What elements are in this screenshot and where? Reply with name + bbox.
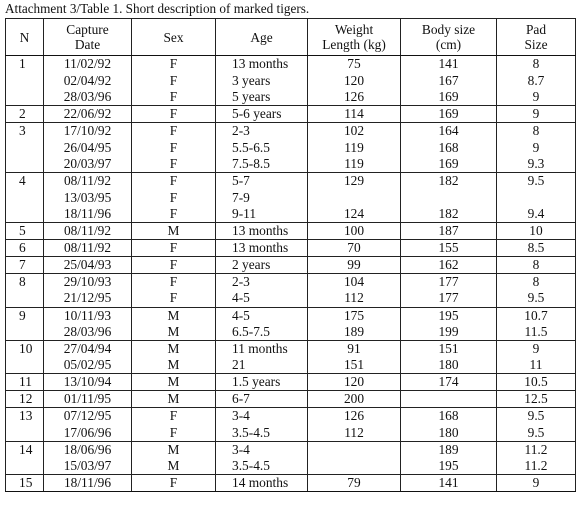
cell-body-size [401,189,497,206]
cell-age: 3 years [216,72,308,89]
table-caption: Attachment 3/Table 1. Short description of marked tigers. [5,1,310,16]
cell-weight: 120 [308,72,401,89]
table-row [6,324,576,341]
cell-weight: 100 [308,223,401,240]
cell-body-size: 162 [401,257,497,274]
cell-age: 2 years [216,257,308,274]
cell-weight: 102 [308,123,401,140]
cell-pad-size: 8 [497,56,576,73]
cell-sex: F [132,425,216,442]
cell-capture-date: 05/02/95 [44,357,132,374]
table-row [6,173,576,190]
table-header [6,19,576,56]
cell-n: 2 [6,106,44,123]
cell-body-size: 187 [401,223,497,240]
cell-pad-size: 9 [497,340,576,357]
cell-age: 2-3 [216,274,308,291]
cell-capture-date: 10/11/93 [44,307,132,324]
cell-pad-size: 9 [497,106,576,123]
cell-pad-size: 11.2 [497,458,576,475]
cell-age: 7.5-8.5 [216,156,308,173]
cell-n [6,139,44,156]
cell-sex: F [132,290,216,307]
cell-pad-size: 8 [497,274,576,291]
col-header-sex: Sex [132,19,216,56]
cell-body-size: 180 [401,357,497,374]
cell-n: 10 [6,340,44,357]
cell-capture-date: 17/10/92 [44,123,132,140]
cell-age: 3-4 [216,441,308,458]
cell-weight: 104 [308,274,401,291]
cell-weight: 75 [308,56,401,73]
cell-sex: F [132,475,216,492]
cell-n: 6 [6,240,44,257]
table-row [6,89,576,106]
cell-weight: 129 [308,173,401,190]
cell-age: 11 months [216,340,308,357]
cell-n [6,458,44,475]
cell-n: 14 [6,441,44,458]
cell-n: 1 [6,56,44,73]
cell-weight: 126 [308,89,401,106]
cell-sex: F [132,206,216,223]
cell-weight: 151 [308,357,401,374]
cell-sex: F [132,274,216,291]
cell-age: 2-3 [216,123,308,140]
cell-pad-size [497,189,576,206]
cell-body-size: 195 [401,307,497,324]
table-row [6,189,576,206]
col-header-age: Age [216,19,308,56]
cell-weight: 99 [308,257,401,274]
tiger-table [5,18,576,492]
cell-sex: F [132,240,216,257]
cell-pad-size: 11.5 [497,324,576,341]
cell-age: 7-9 [216,189,308,206]
cell-sex: M [132,340,216,357]
table-row [6,72,576,89]
cell-sex: M [132,324,216,341]
cell-sex: F [132,72,216,89]
cell-n [6,72,44,89]
col-header-pad-size: Pad Size [497,19,576,56]
cell-weight: 119 [308,139,401,156]
cell-age: 14 months [216,475,308,492]
cell-n: 4 [6,173,44,190]
cell-capture-date: 15/03/97 [44,458,132,475]
cell-sex: F [132,156,216,173]
cell-n: 5 [6,223,44,240]
cell-pad-size: 9.5 [497,425,576,442]
cell-weight: 120 [308,374,401,391]
cell-pad-size: 12.5 [497,391,576,408]
cell-capture-date: 07/12/95 [44,408,132,425]
cell-capture-date: 18/11/96 [44,206,132,223]
cell-body-size: 180 [401,425,497,442]
cell-capture-date: 08/11/92 [44,223,132,240]
cell-pad-size: 11 [497,357,576,374]
cell-body-size: 169 [401,89,497,106]
table-row [6,139,576,156]
cell-weight: 119 [308,156,401,173]
cell-body-size: 199 [401,324,497,341]
cell-capture-date: 26/04/95 [44,139,132,156]
table-row [6,458,576,475]
cell-capture-date: 08/11/92 [44,240,132,257]
cell-body-size: 182 [401,206,497,223]
cell-capture-date: 28/03/96 [44,89,132,106]
cell-body-size: 141 [401,56,497,73]
cell-weight: 112 [308,425,401,442]
cell-pad-size: 8.7 [497,72,576,89]
cell-n: 9 [6,307,44,324]
table-row [6,391,576,408]
cell-weight: 79 [308,475,401,492]
cell-body-size [401,391,497,408]
cell-capture-date: 11/02/92 [44,56,132,73]
cell-weight: 189 [308,324,401,341]
cell-n: 7 [6,257,44,274]
cell-capture-date: 28/03/96 [44,324,132,341]
cell-capture-date: 18/06/96 [44,441,132,458]
cell-age: 13 months [216,223,308,240]
cell-weight: 112 [308,290,401,307]
cell-weight: 114 [308,106,401,123]
cell-body-size: 151 [401,340,497,357]
table-row [6,408,576,425]
cell-capture-date: 21/12/95 [44,290,132,307]
cell-capture-date: 08/11/92 [44,173,132,190]
table-row [6,156,576,173]
cell-sex: F [132,123,216,140]
cell-body-size: 177 [401,274,497,291]
cell-body-size: 168 [401,408,497,425]
cell-sex: M [132,441,216,458]
cell-capture-date: 13/10/94 [44,374,132,391]
cell-pad-size: 9.5 [497,408,576,425]
table-row [6,374,576,391]
cell-body-size: 169 [401,106,497,123]
table-row [6,357,576,374]
cell-age: 5.5-6.5 [216,139,308,156]
cell-pad-size: 9.5 [497,290,576,307]
cell-sex: F [132,408,216,425]
cell-pad-size: 9 [497,475,576,492]
cell-pad-size: 9.3 [497,156,576,173]
cell-age: 3.5-4.5 [216,425,308,442]
cell-weight [308,441,401,458]
cell-pad-size: 9 [497,139,576,156]
cell-age: 6-7 [216,391,308,408]
cell-body-size: 195 [401,458,497,475]
table-body [6,56,576,492]
cell-age: 13 months [216,56,308,73]
cell-weight [308,189,401,206]
table-row [6,206,576,223]
table-row [6,123,576,140]
cell-sex: M [132,374,216,391]
cell-pad-size: 10 [497,223,576,240]
cell-age: 5-6 years [216,106,308,123]
cell-sex: F [132,189,216,206]
cell-capture-date: 13/03/95 [44,189,132,206]
cell-n: 3 [6,123,44,140]
cell-capture-date: 02/04/92 [44,72,132,89]
cell-sex: M [132,223,216,240]
table-row [6,274,576,291]
cell-body-size: 182 [401,173,497,190]
cell-n: 8 [6,274,44,291]
cell-sex: F [132,257,216,274]
table-row [6,223,576,240]
cell-weight: 70 [308,240,401,257]
cell-body-size: 155 [401,240,497,257]
cell-capture-date: 20/03/97 [44,156,132,173]
cell-sex: M [132,458,216,475]
col-header-n: N [6,19,44,56]
cell-capture-date: 22/06/92 [44,106,132,123]
cell-capture-date: 25/04/93 [44,257,132,274]
cell-age: 6.5-7.5 [216,324,308,341]
table-row [6,425,576,442]
cell-weight: 91 [308,340,401,357]
col-header-capture-date: Capture Date [44,19,132,56]
cell-age: 5 years [216,89,308,106]
cell-age: 3.5-4.5 [216,458,308,475]
cell-age: 4-5 [216,290,308,307]
col-header-body-size: Body size (cm) [401,19,497,56]
cell-pad-size: 9 [497,89,576,106]
cell-capture-date: 18/11/96 [44,475,132,492]
cell-n: 11 [6,374,44,391]
cell-age: 21 [216,357,308,374]
cell-pad-size: 8.5 [497,240,576,257]
cell-n [6,89,44,106]
cell-pad-size: 8 [497,257,576,274]
cell-body-size: 167 [401,72,497,89]
cell-age: 4-5 [216,307,308,324]
cell-sex: F [132,89,216,106]
cell-weight: 126 [308,408,401,425]
cell-n [6,425,44,442]
cell-n [6,189,44,206]
table-row [6,307,576,324]
cell-n [6,156,44,173]
cell-weight: 124 [308,206,401,223]
table-row [6,240,576,257]
cell-sex: F [132,139,216,156]
cell-body-size: 174 [401,374,497,391]
cell-n: 12 [6,391,44,408]
cell-sex: F [132,106,216,123]
cell-capture-date: 27/04/94 [44,340,132,357]
cell-n [6,206,44,223]
cell-n: 13 [6,408,44,425]
table-row [6,56,576,73]
cell-body-size: 169 [401,156,497,173]
cell-n [6,357,44,374]
col-header-weight: Weight Length (kg) [308,19,401,56]
cell-weight [308,458,401,475]
cell-capture-date: 17/06/96 [44,425,132,442]
cell-sex: F [132,173,216,190]
cell-sex: F [132,56,216,73]
cell-sex: M [132,357,216,374]
cell-body-size: 177 [401,290,497,307]
cell-n: 15 [6,475,44,492]
table-row [6,290,576,307]
cell-pad-size: 9.4 [497,206,576,223]
cell-body-size: 189 [401,441,497,458]
cell-age: 1.5 years [216,374,308,391]
table-row [6,340,576,357]
cell-body-size: 164 [401,123,497,140]
cell-body-size: 168 [401,139,497,156]
cell-n [6,324,44,341]
cell-pad-size: 8 [497,123,576,140]
cell-age: 9-11 [216,206,308,223]
cell-pad-size: 10.7 [497,307,576,324]
table-row [6,441,576,458]
cell-age: 3-4 [216,408,308,425]
cell-capture-date: 29/10/93 [44,274,132,291]
cell-capture-date: 01/11/95 [44,391,132,408]
cell-n [6,290,44,307]
table-row [6,257,576,274]
table-row [6,106,576,123]
cell-body-size: 141 [401,475,497,492]
cell-weight: 200 [308,391,401,408]
cell-pad-size: 11.2 [497,441,576,458]
cell-age: 13 months [216,240,308,257]
cell-sex: M [132,307,216,324]
cell-age: 5-7 [216,173,308,190]
table-row [6,475,576,492]
cell-pad-size: 10.5 [497,374,576,391]
cell-weight: 175 [308,307,401,324]
cell-sex: M [132,391,216,408]
cell-pad-size: 9.5 [497,173,576,190]
